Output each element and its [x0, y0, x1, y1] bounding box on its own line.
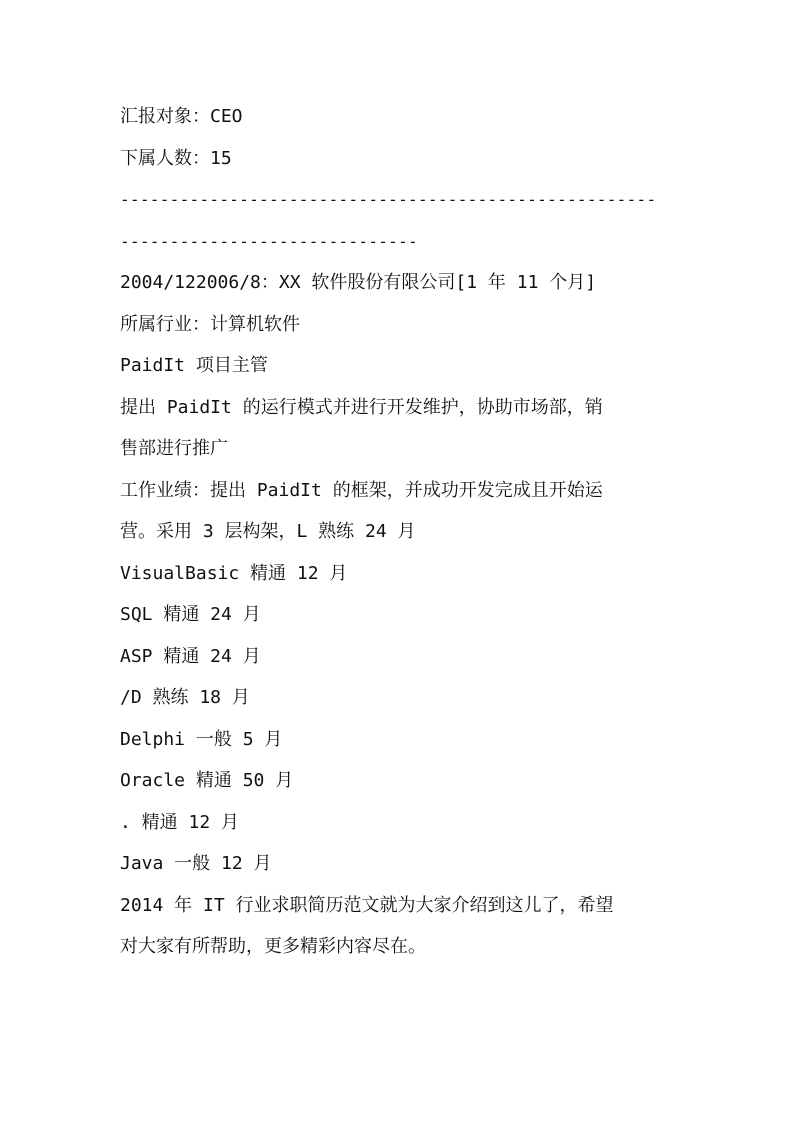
job-title-line: PaidIt 项目主管	[120, 355, 268, 376]
skill-sql: SQL 精通 24 月	[120, 604, 261, 625]
skill-d: /D 熟练 18 月	[120, 687, 250, 708]
skill-visualbasic: VisualBasic 精通 12 月	[120, 562, 348, 584]
job-description-line-1: 提出 PaidIt 的运行模式并进行开发维护，协助市场部，销	[120, 396, 603, 418]
skill-asp: ASP 精通 24 月	[120, 645, 261, 667]
closing-line-1: 2014 年 IT 行业求职简历范文就为大家介绍到这儿了，希望	[120, 894, 614, 916]
divider-line-continued: ------------------------------	[120, 231, 418, 251]
closing-line-2: 对大家有所帮助，更多精彩内容尽在。	[120, 936, 426, 957]
divider-line: ------------------------------------------------------	[120, 190, 657, 209]
achievement-line-1: 工作业绩：提出 PaidIt 的框架，并成功开发完成且开始运	[120, 479, 603, 501]
achievement-line-2: 营。采用 3 层构架，L 熟练 24 月	[120, 521, 416, 542]
industry-line: 所属行业：计算机软件	[120, 313, 300, 335]
skill-oracle: Oracle 精通 50 月	[120, 770, 294, 791]
report-to-line: 汇报对象：CEO	[120, 106, 243, 127]
skill-dot: . 精通 12 月	[120, 811, 240, 833]
job-description-line-2: 售部进行推广	[120, 438, 228, 459]
skill-delphi: Delphi 一般 5 月	[120, 728, 283, 750]
skill-java: Java 一般 12 月	[120, 853, 272, 874]
document-body	[120, 96, 680, 968]
subordinates-line: 下属人数：15	[120, 147, 232, 169]
employment-period-line: 2004/122006/8：XX 软件股份有限公司[1 年 11 个月]	[120, 272, 597, 293]
